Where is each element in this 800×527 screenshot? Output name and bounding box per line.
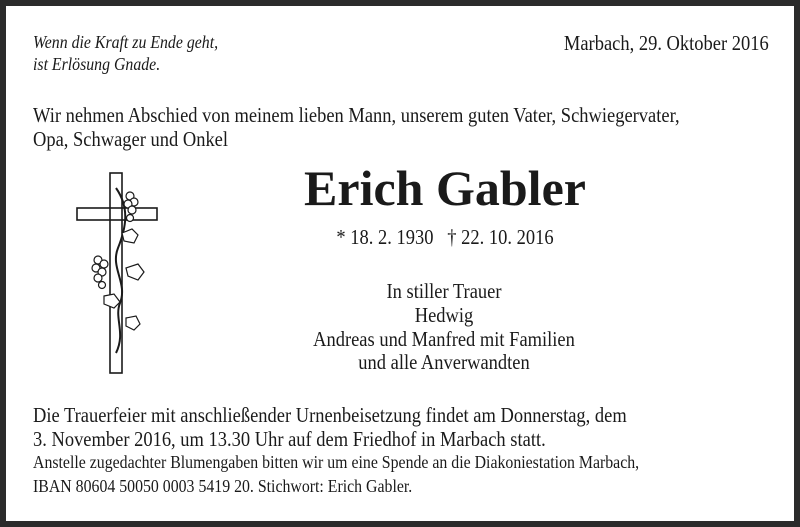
mourners-line-4: und alle Anverwandten [358,350,530,374]
intro-line-1: Wir nehmen Abschied von meinem lieben Mann, unserem guten Vater, Schwiegervater, [33,103,680,127]
mourners-line-1: In stiller Trauer [386,279,502,303]
quote-line-2: ist Erlösung Gnade. [33,54,161,74]
mourners-line-3: Andreas und Manfred mit Familien [313,327,575,351]
donation-info-line-1: Anstelle zugedachter Blumengaben bitten wir um eine Spende an die Diakoniestation Marbach, [33,452,640,472]
intro-line-2: Opa, Schwager und Onkel [33,127,229,151]
mourners-line-2: Hedwig [414,303,474,327]
deceased-name: Erich Gabler [304,160,586,216]
quote-line-1: Wenn die Kraft zu Ende geht, [33,32,219,52]
cross-with-grapevine-icon [70,168,170,378]
donation-info-line-2: IBAN 80604 50050 0003 5419 20. Stichwort: Erich Gabler. [33,476,413,496]
funeral-info-line-2: 3. November 2016, um 13.30 Uhr auf dem Friedhof in Marbach statt. [33,427,546,451]
life-dates: * 18. 2. 1930 † 22. 10. 2016 [336,225,554,249]
funeral-info-line-1: Die Trauerfeier mit anschließender Urnenbeisetzung findet am Donnerstag, dem [33,403,627,427]
place-date: Marbach, 29. Oktober 2016 [564,31,769,55]
